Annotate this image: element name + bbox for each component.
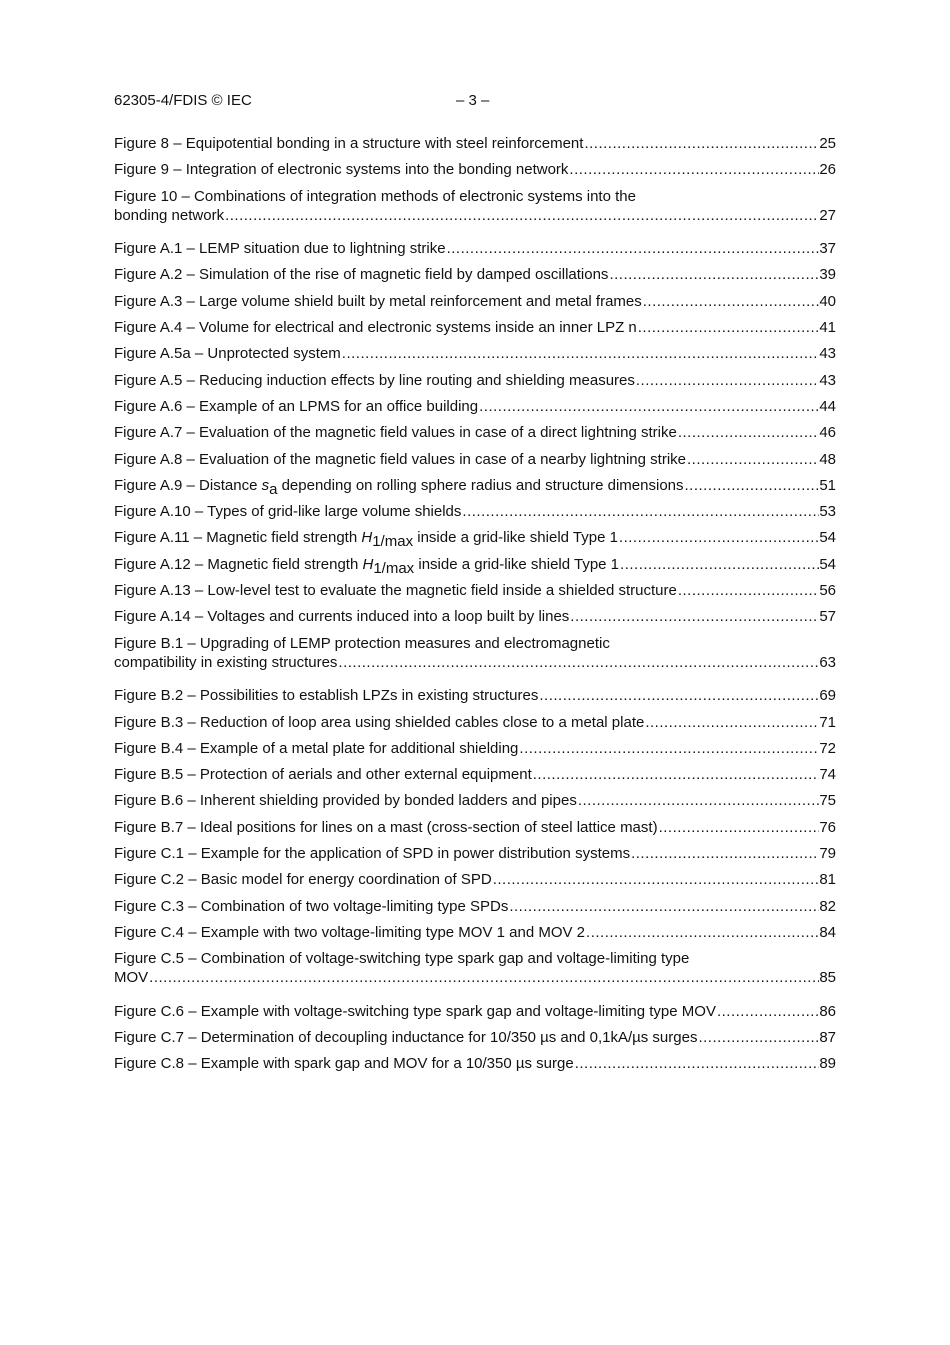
dot-leader xyxy=(608,265,819,284)
toc-entry[interactable] xyxy=(114,844,836,870)
toc-entry-page: 69 xyxy=(819,687,836,705)
toc-entry[interactable] xyxy=(114,371,836,397)
dot-leader xyxy=(635,371,819,390)
toc-entry[interactable] xyxy=(114,713,836,739)
toc-entry-title: Figure B.2 – Possibilities to establish LPZs in existing structures xyxy=(114,687,539,705)
dot-leader xyxy=(637,318,820,337)
toc-entry-title: Figure 9 – Integration of electronic systems into the bonding network xyxy=(114,161,569,179)
toc-entry-title: Figure A.9 – Distance sa depending on rolling sphere radius and structure dimensions xyxy=(114,476,684,498)
toc-entry[interactable] xyxy=(114,344,836,370)
toc-entry-title: Figure A.10 – Types of grid-like large volume shields xyxy=(114,503,462,521)
toc-entry-page: 57 xyxy=(819,608,836,626)
toc-entry-line2 xyxy=(114,206,836,225)
dot-leader xyxy=(446,239,820,258)
toc-entry-page: 86 xyxy=(819,1002,836,1020)
toc-entry-title: Figure B.3 – Reduction of loop area using shielded cables close to a metal plate xyxy=(114,713,645,731)
toc-entry-line2 xyxy=(114,968,836,987)
toc-entry-line2 xyxy=(114,653,836,672)
dot-leader xyxy=(644,713,819,732)
document-id: 62305-4/FDIS © IEC xyxy=(114,92,252,109)
toc-entry-title: Figure B.5 – Protection of aerials and other external equipment xyxy=(114,766,532,784)
toc-entry[interactable] xyxy=(114,870,836,896)
toc-entry-title: Figure B.4 – Example of a metal plate for additional shielding xyxy=(114,739,519,757)
toc-entry-page: 71 xyxy=(819,713,836,731)
dot-leader xyxy=(583,134,819,153)
toc-entry-page: 53 xyxy=(819,503,836,521)
toc-entry[interactable] xyxy=(114,791,836,817)
toc-entry[interactable] xyxy=(114,476,836,502)
dot-leader xyxy=(337,653,819,672)
dot-leader xyxy=(568,160,819,179)
toc-entry-title: MOV xyxy=(114,969,149,987)
toc-entry-title: Figure A.11 – Magnetic field strength H1/max inside a grid-like shield Type 1 xyxy=(114,529,618,551)
toc-entry-title-line1: Figure B.1 – Upgrading of LEMP protection measures and electromagnetic xyxy=(114,634,610,652)
toc-entry[interactable] xyxy=(114,239,836,265)
toc-entry[interactable] xyxy=(114,134,836,160)
dot-leader xyxy=(585,923,819,942)
toc-entry[interactable] xyxy=(114,292,836,318)
dot-leader xyxy=(677,581,819,600)
toc-entry-page: 81 xyxy=(819,871,836,889)
subscript: 1/max xyxy=(372,533,414,551)
dot-leader xyxy=(341,344,820,363)
toc-entry[interactable] xyxy=(114,1028,836,1054)
toc-entry-page: 72 xyxy=(819,739,836,757)
toc-entry-page: 25 xyxy=(819,135,836,152)
toc-entry[interactable] xyxy=(114,502,836,528)
toc-entry-title: Figure C.1 – Example for the application of SPD in power distribution systems xyxy=(114,845,631,863)
toc-entry[interactable] xyxy=(114,397,836,423)
toc-entry[interactable] xyxy=(114,818,836,844)
dot-leader xyxy=(642,292,820,311)
toc-entry-page: 46 xyxy=(819,424,836,442)
dot-leader xyxy=(492,870,820,889)
toc-entry-title: Figure C.2 – Basic model for energy coordination of SPD xyxy=(114,871,492,889)
toc-entry[interactable] xyxy=(114,923,836,949)
toc-entry-title-line1: Figure 10 – Combinations of integration methods of electronic systems into the xyxy=(114,187,636,205)
toc-entry[interactable] xyxy=(114,897,836,923)
toc-entry-title: Figure B.7 – Ideal positions for lines on a mast (cross-section of steel lattice mast) xyxy=(114,818,658,836)
dot-leader xyxy=(618,528,819,547)
dot-leader xyxy=(508,897,819,916)
toc-entry-page: 85 xyxy=(819,969,836,987)
toc-entry[interactable] xyxy=(114,423,836,449)
dot-leader xyxy=(574,1054,820,1073)
toc-entry-title: Figure A.2 – Simulation of the rise of magnetic field by damped oscillations xyxy=(114,266,609,284)
toc-entry-page: 43 xyxy=(819,371,836,389)
toc-entry[interactable] xyxy=(114,607,836,633)
page-header xyxy=(114,92,836,112)
dot-leader xyxy=(478,397,819,416)
dot-leader xyxy=(619,555,819,574)
dot-leader xyxy=(538,686,819,705)
toc-entry-title: Figure A.8 – Evaluation of the magnetic field values in case of a nearby lightning strike xyxy=(114,450,686,468)
toc-entry[interactable] xyxy=(114,187,836,240)
subscript: 1/max xyxy=(373,559,415,577)
toc-entry-page: 87 xyxy=(819,1029,836,1047)
toc-entry-title: Figure C.4 – Example with two voltage-limiting type MOV 1 and MOV 2 xyxy=(114,923,586,941)
toc-entry-page: 40 xyxy=(819,292,836,310)
toc-entry-title-line1: Figure C.5 – Combination of voltage-switching type spark gap and voltage-limiting type xyxy=(114,950,690,968)
dot-leader xyxy=(677,423,819,442)
page-number: – 3 – xyxy=(456,92,490,109)
symbol: s xyxy=(261,476,270,494)
toc-entry-title: Figure A.4 – Volume for electrical and electronic systems inside an inner LPZ n xyxy=(114,319,637,337)
toc-entry-page: 82 xyxy=(819,897,836,915)
dot-leader xyxy=(686,450,819,469)
toc-entry-title: Figure A.1 – LEMP situation due to lightning strike xyxy=(114,240,446,258)
toc-entry[interactable] xyxy=(114,265,836,291)
dot-leader xyxy=(532,765,820,784)
toc-entry-page: 48 xyxy=(819,450,836,468)
toc-entry-page: 74 xyxy=(819,766,836,784)
dot-leader xyxy=(569,607,819,626)
toc-entry[interactable] xyxy=(114,765,836,791)
toc-entry-page: 44 xyxy=(819,397,836,415)
toc-entry-title: Figure A.6 – Example of an LPMS for an office building xyxy=(114,397,479,415)
dot-leader xyxy=(577,791,819,810)
toc-entry[interactable] xyxy=(114,581,836,607)
toc-entry-page: 26 xyxy=(819,161,836,179)
toc-entry-page: 54 xyxy=(819,555,836,573)
toc-entry-title: Figure A.13 – Low-level test to evaluate the magnetic field inside a shielded structure xyxy=(114,582,677,600)
toc-entry-page: 84 xyxy=(819,923,836,941)
symbol: H xyxy=(361,529,373,547)
toc-entry[interactable] xyxy=(114,686,836,712)
symbol: H xyxy=(362,555,374,573)
toc-entry[interactable] xyxy=(114,1002,836,1028)
toc-entry-page: 63 xyxy=(819,653,836,671)
toc-entry-title: Figure C.3 – Combination of two voltage-limiting type SPDs xyxy=(114,897,509,915)
toc-entry-title: Figure A.3 – Large volume shield built by metal reinforcement and metal frames xyxy=(114,292,642,310)
toc-entry-page: 75 xyxy=(819,792,836,810)
toc-entry[interactable] xyxy=(114,634,836,687)
toc-entry-title: Figure C.6 – Example with voltage-switching type spark gap and voltage-limiting type MOV xyxy=(114,1002,716,1020)
dot-leader xyxy=(148,968,819,987)
toc-entry-title: Figure C.7 – Determination of decoupling inductance for 10/350 µs and 0,1kA/µs surges xyxy=(114,1029,698,1047)
toc-entry-page: 41 xyxy=(819,319,836,337)
dot-leader xyxy=(224,206,819,225)
toc-entry-title: Figure 8 – Equipotential bonding in a structure with steel reinforcement xyxy=(114,135,584,152)
toc-entry[interactable] xyxy=(114,949,836,1002)
toc-entry-title: Figure A.5 – Reducing induction effects by line routing and shielding measures xyxy=(114,371,635,389)
toc-entry-title: Figure A.7 – Evaluation of the magnetic field values in case of a direct lightning strike xyxy=(114,424,677,442)
dot-leader xyxy=(716,1002,819,1021)
toc-entry-title: Figure C.8 – Example with spark gap and MOV for a 10/350 µs surge xyxy=(114,1055,574,1073)
toc-entry-page: 79 xyxy=(819,845,836,863)
toc-entry-page: 89 xyxy=(819,1055,836,1073)
toc-entry-title: Figure A.14 – Voltages and currents induced into a loop built by lines xyxy=(114,608,570,626)
toc-entry[interactable] xyxy=(114,318,836,344)
toc-entry-title: compatibility in existing structures xyxy=(114,653,338,671)
toc-entry-title: bonding network xyxy=(114,206,225,224)
toc-entry-title: Figure B.6 – Inherent shielding provided by bonded ladders and pipes xyxy=(114,792,577,810)
toc-entry-page: 56 xyxy=(819,582,836,600)
toc-entry-page: 51 xyxy=(819,476,836,494)
dot-leader xyxy=(461,502,819,521)
toc-entry[interactable] xyxy=(114,528,836,554)
toc-entry-page: 27 xyxy=(819,206,836,224)
dot-leader xyxy=(697,1028,819,1047)
toc-entry[interactable] xyxy=(114,739,836,765)
toc-entry-page: 43 xyxy=(819,345,836,363)
subscript: a xyxy=(269,480,278,498)
dot-leader xyxy=(684,476,820,495)
toc-entry[interactable] xyxy=(114,160,836,186)
toc-entry[interactable] xyxy=(114,555,836,581)
toc-entry-page: 54 xyxy=(819,529,836,547)
toc-entry-page: 37 xyxy=(819,240,836,258)
toc-entry-title: Figure A.5a – Unprotected system xyxy=(114,345,341,363)
toc-entry[interactable] xyxy=(114,1054,836,1080)
dot-leader xyxy=(658,818,820,837)
toc-entry-page: 76 xyxy=(819,818,836,836)
list-of-figures xyxy=(114,134,836,1081)
toc-entry[interactable] xyxy=(114,450,836,476)
dot-leader xyxy=(630,844,819,863)
toc-entry-title: Figure A.12 – Magnetic field strength H1/max inside a grid-like shield Type 1 xyxy=(114,555,620,577)
dot-leader xyxy=(518,739,819,758)
toc-entry-page: 39 xyxy=(819,266,836,284)
